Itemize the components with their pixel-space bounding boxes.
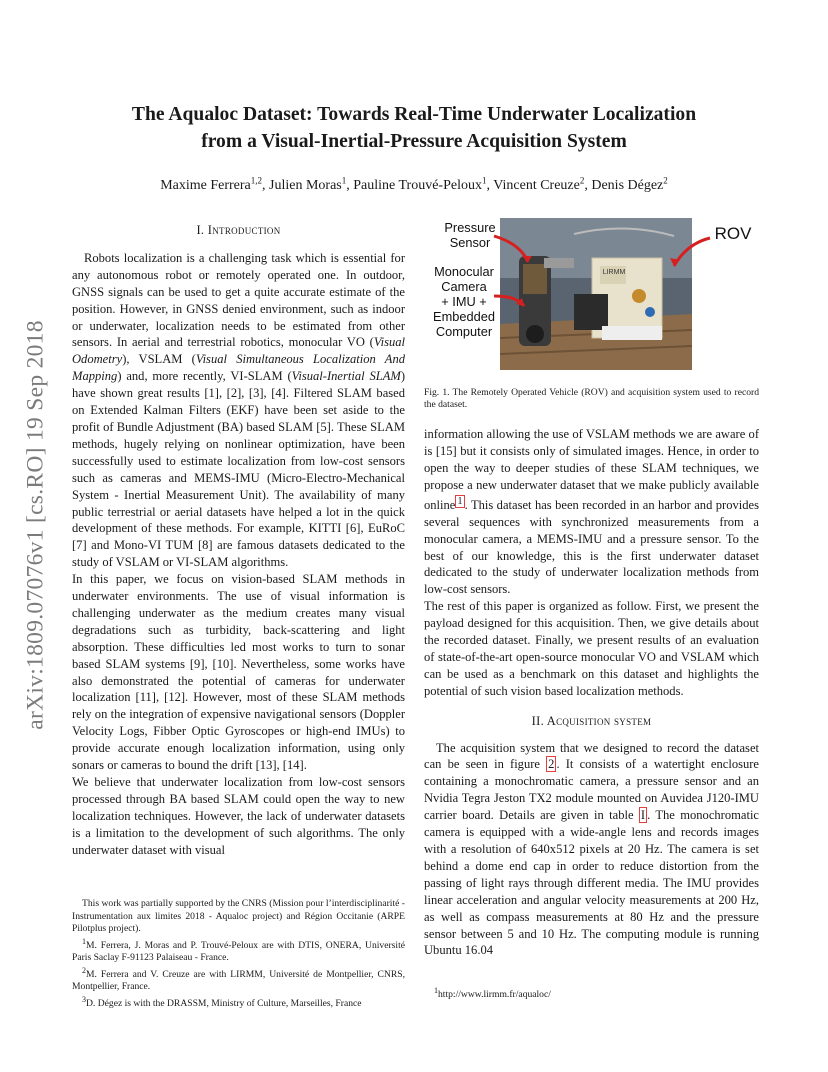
intro-paragraph-3: We believe that underwater localization from low-cost sensors processed through BA based SLAM could open the way to new localization techniques. However, the lack of underwater datasets is a limitation to the development of such algorithms. The only underwater dataset with visual bbox=[72, 775, 405, 857]
acquisition-paragraph: The acquisition system that we designed to record the dataset can be seen in figure 2 . It consists of a watertight enclosure containing a monochromatic camera, a pressure sensor and an Nvidia Tegra Jeston TX2 module mounted on Auvidea J120-IMU carrier board. Details are given in table I . The monochromatic camera is equipped with a wide-angle lens and records images with a resolution of 640x512 pixels at 20 Hz. The camera is set behind a dome end cap in order to reduce distortion from the passing of light rays through different media. The IMU provides linear acceleration and angular velocity measurements at 200 Hz, as well as compass measurements at 80 Hz and the pressure sensor between 5 and 10 Hz. The computing module is running Ubuntu 16.04 bbox=[424, 740, 759, 958]
title-line-2: from a Visual-Inertial-Pressure Acquisition System bbox=[201, 131, 627, 152]
figure-1 bbox=[424, 214, 760, 374]
footnote-affiliation-1: $^1$M. Ferrera, J. Moras and P. Trouvé-Peloux are with DTIS, ONERA, Université Paris Saclay F-91123 Palaiseau - France. bbox=[72, 936, 405, 964]
footnote-affiliation-2: $^2$M. Ferrera and V. Creuze are with LIRMM, Université de Montpellier, CNRS, Montpellier, France. bbox=[72, 965, 405, 993]
title-line-1: The Aqualoc Dataset: Towards Real-Time Underwater Localization bbox=[131, 104, 697, 125]
author: Vincent Creuze$^2$, bbox=[493, 175, 592, 193]
right-column bbox=[424, 426, 759, 959]
right-paragraph-1: information allowing the use of VSLAM methods we are aware of is [15] but it consists only of simulated images. Hence, in order to open the way to deeper studies of these SLAM techniques, we propose a new underwater dataset that we make publicly available online $^1$ . This dataset has been recorded in an harbor and provides several sequences with synchronized measurements from a monocular camera, a MEMS-IMU and a pressure sensor. To the best of our knowledge, this is the first underwater dataset dedicated to the study of underwater localization methods from low-cost sensors. bbox=[424, 427, 759, 597]
section-heading-acquisition-system: II. Acquisition system bbox=[531, 713, 652, 728]
table-1-link[interactable]: I bbox=[640, 808, 646, 823]
author-list bbox=[60, 175, 768, 194]
arxiv-stamp-text: arXiv:1809.07076v1 [cs.RO] 19 Sep 2018 bbox=[22, 320, 49, 730]
intro-paragraph-2: In this paper, we focus on vision-based SLAM methods in underwater environments. The use of visual information is challenging underwater as the medium creates many visual degradations such as turbidity, back-scattering and light absorption. These difficulties led most works to turn to sonar based SLAM systems [9], [10]. Nevertheless, some works have also demonstrated the potential of cameras for underwater localization [11], [12]. However, most of these SLAM methods rely on the integration of expensive navigational sensors (Doppler Velocity Logs, Fibber Optic Gyroscopes or high-end IMUs) to provide accurate enough localization information, using only sonars or cameras to bound the drift [13], [14]. bbox=[72, 572, 405, 773]
author: Denis Dégez$^2$ bbox=[591, 175, 668, 193]
footnote-affiliation-3: $^3$D. Dégez is with the DRASSM, Ministry of Culture, Marseilles, France bbox=[82, 994, 362, 1010]
figure-label-pressure-sensor: Pressure Sensor bbox=[444, 220, 496, 250]
footnote-url: $^1$http://www.lirmm.fr/aqualoc/ bbox=[434, 986, 551, 1001]
footnote-funding: This work was partially supported by the CNRS (Mission pour l’interdisciplinarité - Instrumentation aux limites 2018 - Aqualoc project) and Région Occitanie (ARPE Pilotplus project). bbox=[72, 898, 405, 934]
figure-1-caption: Fig. 1. The Remotely Operated Vehicle (ROV) and acquisition system used to record the dataset. bbox=[424, 387, 759, 411]
figure-label-rov: ROV bbox=[714, 224, 752, 243]
paper-title bbox=[60, 101, 768, 155]
footnote-link[interactable]: 1 bbox=[457, 495, 463, 507]
figure-label-camera-imu-computer: Monocular Camera + IMU + Embedded Computer bbox=[433, 264, 495, 339]
left-column bbox=[72, 222, 405, 859]
author: Julien Moras$^1$, bbox=[269, 175, 354, 193]
footnote-right bbox=[424, 985, 759, 1002]
right-paragraph-2: The rest of this paper is organized as follow. First, we present the payload designed for this acquisition. Then, we give details about the recorded dataset. Finally, we present results of an evaluation of state-of-the-art open-source monocular VO and VSLAM which can be used as a benchmark on this dataset and highlights the potential of such vision based localization methods. bbox=[424, 599, 759, 698]
intro-paragraph-1: Robots localization is a challenging task which is essential for any autonomous robot or remotely operated one. In outdoor, GNSS signals can be used to get a quite accurate estimate of the position. However, in GNSS denied environment, such as indoor or underwater, localization needs to be estimated from other sensors. In aerial and terrestrial robotics, monocular VO (Visual Odometry), VSLAM (Visual Simultaneous Localization And Mapping) and, more recently, VI-SLAM (Visual-Inertial SLAM) have shown great results [1], [2], [3], [4]. Filtered SLAM based on Extended Kalman Filters (EKF) have been set aside to the profit of Bundle Adjustment (BA) based SLAM [5]. These SLAM methods, hugely relying on nonlinear optimization, have been successfully used to estimate localization from low-cost sensors such as cameras and MEMS-IMU (Micro-Electro-Mechanical System - Inertial Measurement Unit). The availability of many public terrestrial or aerial datasets have helped a lot in the quick development of these methods. For example, KITTI [6], EuRoC [7] and Mono-VI TUM [8] are famous datasets dedicated to the study of VSLAM or VI-SLAM algorithms. bbox=[72, 250, 405, 570]
section-heading-introduction: I. Introduction bbox=[196, 223, 281, 237]
author: Maxime Ferrera$^{1,2}$, bbox=[160, 175, 270, 193]
housing-logo-text: LIRMM bbox=[602, 269, 626, 276]
figure-2-link[interactable]: 2 bbox=[548, 757, 555, 772]
footnotes-left bbox=[72, 898, 405, 1011]
author: Pauline Trouvé-Peloux$^1$, bbox=[353, 175, 494, 193]
